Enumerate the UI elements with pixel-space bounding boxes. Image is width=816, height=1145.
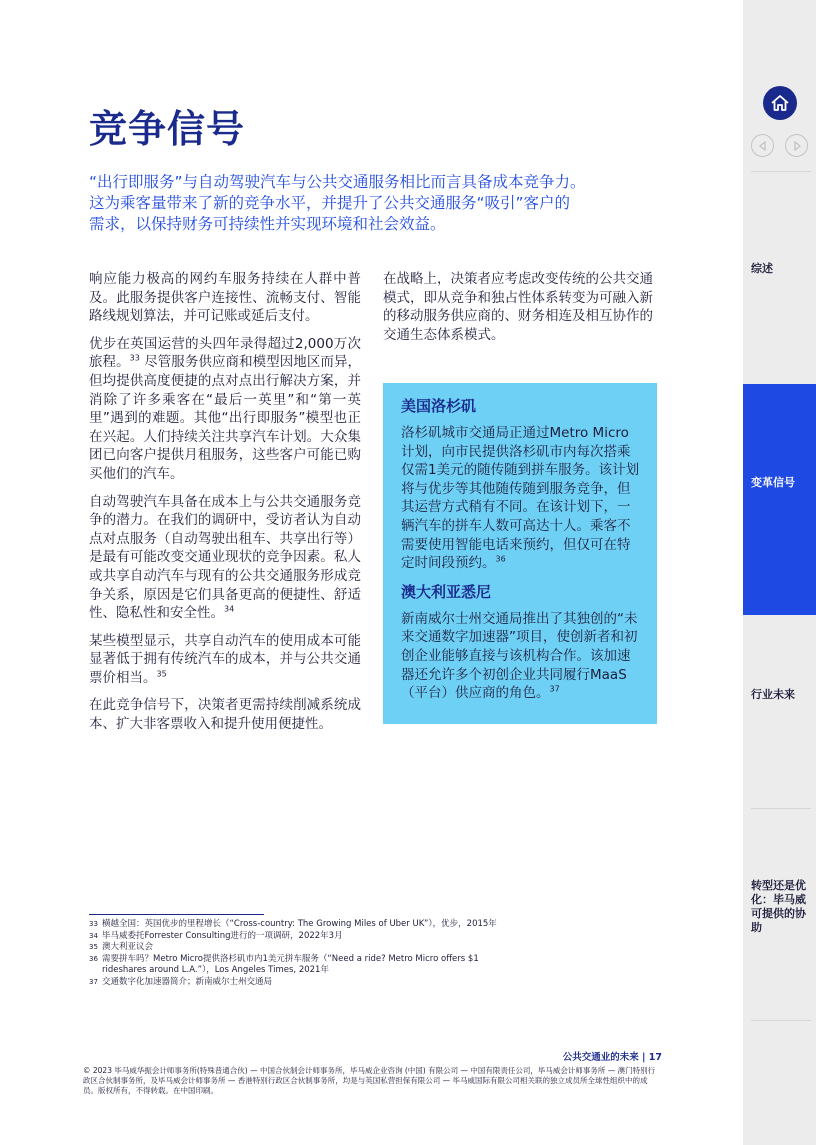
intro-line: “出行即服务”与自动驾驶汽车与公共交通服务相比而言具备成本竞争力。 [89, 173, 586, 191]
sidebar-item-transform-or-optimize[interactable]: 转型还是优化：毕马威可提供的协助 [751, 879, 806, 934]
prev-arrow-icon [758, 141, 768, 151]
body-paragraph: 自动驾驶汽车具备在成本上与公共交通服务竞争的潜力。在我们的调研中，受访者认为自动点对点服务（自动驾驶出租车、共享出行等）是最有可能改变交通业现状的竞争因素。私人或共享自动汽车与现有的公共交通服务形成竞争关系，原因是它们具备更高的便捷性、舒适性、隐私性和安全性。$^{34}$ [89, 493, 361, 622]
footnote: 35 澳大利亚议会 [89, 942, 154, 952]
footnote: 33 横越全国：英国优步的里程增长（“Cross-country: The Growing Miles of Uber UK”），优步，2015年 [89, 919, 497, 929]
callout-text-la: 洛杉矶城市交通局正通过Metro Micro计划，向市民提供洛杉矶市内每次搭乘仅需1美元的随传随到拼车服务。该计划将与优步等其他随传随到服务竞争，但其运营方式稍有不同。在该计划下，一辆汽车的拼车人数可高达十人。乘客不需要使用智能电话来预约，但仅可在特定时间段预约。$^{36}$ [401, 425, 640, 572]
left-column [89, 270, 361, 743]
copyright-notice: © 2023 毕马威华振会计师事务所(特殊普通合伙) — 中国合伙制会计师事务所，毕马威企业咨询 (中国) 有限公司 — 中国有限责任公司，毕马威会计师事务所 — 澳门特别行政区合伙制事务所，及毕马威会计师事务所 — 香港特别行政区合伙制事务所，均是与英国私营担保有限公司 — 毕马威国际有限公司相关联的独立成员所全球性组织中的成员。版权所有，不得转载。在中国印刷。 [83, 1066, 656, 1096]
intro-paragraph [89, 172, 649, 235]
body-paragraph: 在战略上，决策者应考虑改变传统的公共交通模式，即从竞争和独占性体系转变为可融入新的移动服务供应商的、财务相连及相互协作的交通生态体系模式。 [383, 271, 653, 343]
callout-heading-la: 美国洛杉矶 [401, 397, 477, 415]
footnote-divider [89, 914, 264, 915]
sidebar-item-overview[interactable]: 综述 [751, 262, 773, 275]
sidebar-active-highlight [743, 384, 816, 615]
footnote: 37 交通数字化加速器简介；新南威尔士州交通局 [89, 976, 273, 987]
footnote-ref: 37 [549, 684, 560, 694]
callout-heading-sydney: 澳大利亚悉尼 [401, 582, 492, 601]
intro-line: 需求，以保持财务可持续性并实现环境和社会效益。 [89, 215, 446, 233]
footnote-ref: 36 [495, 554, 506, 564]
sidebar-item-industry-future[interactable]: 行业未来 [751, 688, 795, 701]
right-column [383, 270, 655, 344]
case-study-callout [383, 383, 657, 724]
footnotes [89, 919, 509, 988]
page-number-label: 公共交通业的未来 | 17 [562, 1052, 662, 1063]
intro-line: 这为乘客量带来了新的竞争水平，并提升了公共交通服务“吸引”客户的 [89, 194, 571, 212]
body-paragraph: 在此竞争信号下，决策者更需持续削减系统成本、扩大非客票收入和提升使用便捷性。 [89, 697, 361, 733]
callout-text-sydney: 新南威尔士州交通局推出了其独创的“未来交通数字加速器”项目，使创新者和初创企业能够直接与该机构合作。该加速器还允许多个初创企业共同履行MaaS（平台）供应商的角色。$^{37}$ [401, 610, 638, 702]
footnote: 34 毕马威委托Forrester Consulting进行的一项调研，2022年3月 [89, 930, 343, 941]
footnote-ref: 35 [156, 669, 167, 679]
home-button[interactable] [763, 86, 797, 120]
body-paragraph: 优步在英国运营的头四年录得超过2,000万次旅程。$^{33}$ 尽管服务供应商和模型因地区而异，但均提供高度便捷的点对点出行解决方案，并消除了许多乘客在“最后一英里”和“第一英里”遇到的难题。其他“出行即服务”模型也正在兴起。人们持续关注共享汽车计划。大众集团已向客户提供月租服务，这些客户可能已购买他们的汽车。 [89, 335, 362, 482]
sidebar-nav [743, 0, 816, 1145]
footnote: 36 需要拼车吗？Metro Micro提供洛杉矶市内1美元拼车服务（“Need a ride? Metro Micro offers $1 rideshares around L.A.”），Los Angeles Times, 2021年 [89, 953, 479, 975]
body-paragraph: 响应能力极高的网约车服务持续在人群中普及。此服务提供客户连接性、流畅支付、智能路线规划算法，并可记账或延后支付。 [89, 271, 361, 325]
sidebar-divider [751, 171, 811, 172]
footnote-ref: 33 [129, 353, 140, 363]
sidebar-divider [751, 808, 811, 809]
sidebar-item-change-signals[interactable]: 变革信号 [751, 476, 795, 489]
body-paragraph: 某些模型显示，共享自动汽车的使用成本可能显著低于拥有传统汽车的成本，并与公共交通票价相当。$^{35}$ [89, 632, 361, 686]
next-page-button[interactable] [785, 134, 808, 157]
page-title: 竞争信号 [89, 107, 246, 151]
footnote-ref: 34 [224, 604, 235, 614]
home-icon [770, 94, 790, 112]
prev-page-button[interactable] [751, 134, 774, 157]
sidebar-divider [751, 1020, 811, 1021]
next-arrow-icon [792, 141, 802, 151]
